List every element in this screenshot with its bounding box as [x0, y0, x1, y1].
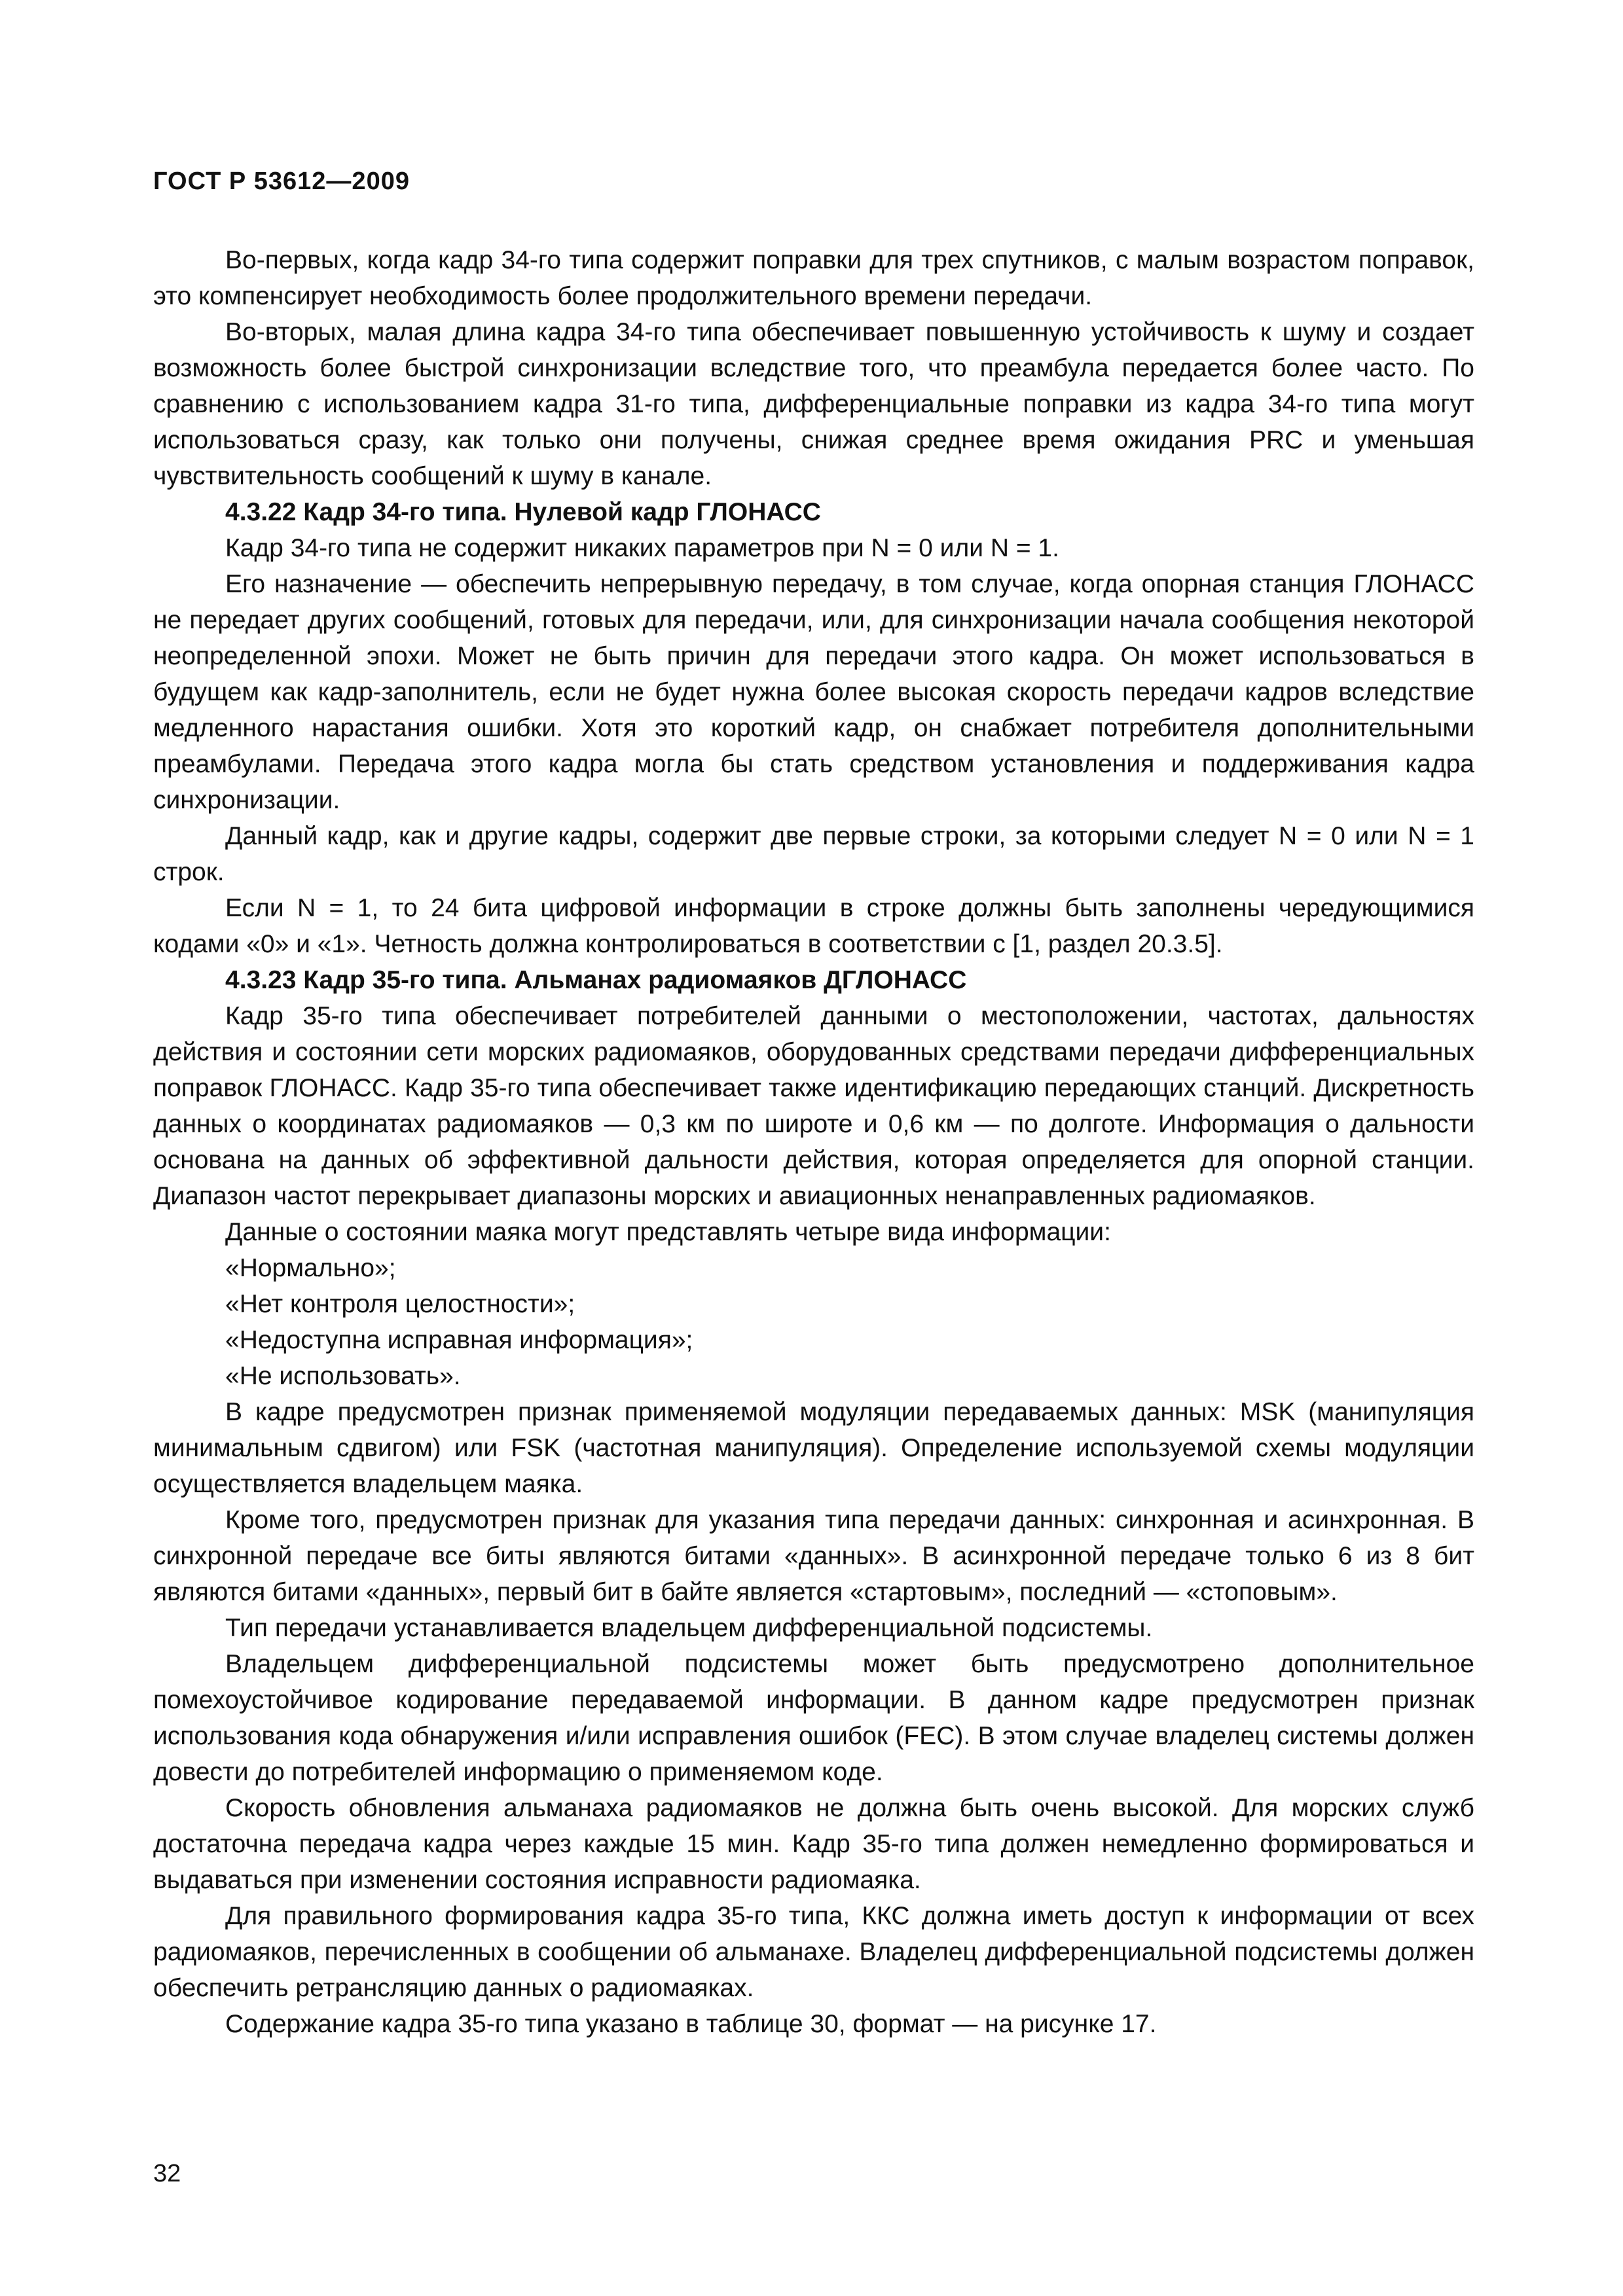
paragraph: Во-первых, когда кадр 34-го типа содержит поправки для трех спутников, с малым возрастом поправок, это компенсирует необходимость более продолжительного времени передачи. — [153, 246, 1474, 310]
paragraph: Владельцем дифференциальной подсистемы может быть предусмотрено дополнительное помехоустойчивое кодирование передаваемой информации. В данном кадре предусмотрен признак использования кода обнаружения и/или исправления ошибок (FEC). В этом случае владелец системы должен довести до потребителей информацию о применяемом коде. — [153, 1650, 1474, 1786]
list-item: «Недоступна исправная информация»; — [225, 1326, 693, 1354]
paragraph: Кроме того, предусмотрен признак для указания типа передачи данных: синхронная и асинхронная. В синхронной передаче все биты являются битами «данных». В асинхронной передаче только 6 из 8 бит являются битами «данных», первый бит в байте является «стартовым», последний — «стоповым». — [153, 1506, 1474, 1606]
list-item: «Не использовать». — [225, 1362, 461, 1390]
paragraph: Данный кадр, как и другие кадры, содержит две первые строки, за которыми следует N = 0 или N = 1 строк. — [153, 822, 1474, 886]
paragraph: Содержание кадра 35-го типа указано в таблице 30, формат — на рисунке 17. — [225, 2010, 1157, 2038]
paragraph: Данные о состоянии маяка могут представлять четыре вида информации: — [225, 1218, 1111, 1246]
paragraph: Для правильного формирования кадра 35-го типа, ККС должна иметь доступ к информации от всех радиомаяков, перечисленных в сообщении об альманахе. Владелец дифференциальной подсистемы должен обеспечить ретрансляцию данных о радиомаяках. — [153, 1902, 1474, 2002]
paragraph: Во-вторых, малая длина кадра 34-го типа обеспечивает повышенную устойчивость к шуму и создает возможность более быстрой синхронизации вследствие того, что преамбула передается более часто. По сравнению с использованием кадра 31-го типа, дифференциальные поправки из кадра 34-го типа могут использоваться сразу, как только они получены, снижая среднее время ожидания PRC и уменьшая чувствительность сообщений к шуму в канале. — [153, 318, 1474, 490]
paragraph: Кадр 35-го типа обеспечивает потребителей данными о местоположении, частотах, дальностях действия и состоянии сети морских радиомаяков, оборудованных средствами передачи дифференциальных поправок ГЛОНАСС. Кадр 35-го типа обеспечивает также идентификацию передающих станций. Дискретность данных о координатах радиомаяков — 0,3 км по широте и 0,6 км — по долготе. Информация о дальности основана на данных об эффективной дальности действия, которая определяется для опорной станции. Диапазон частот перекрывает диапазоны морских и авиационных ненаправленных радиомаяков. — [153, 1002, 1474, 1210]
document-header: ГОСТ Р 53612—2009 — [153, 168, 410, 195]
section-heading: 4.3.22 Кадр 34-го типа. Нулевой кадр ГЛОНАСС — [225, 498, 821, 526]
paragraph: Если N = 1, то 24 бита цифровой информации в строке должны быть заполнены чередующимися кодами «0» и «1». Четность должна контролироваться в соответствии с [1, раздел 20.3.5]. — [153, 894, 1474, 958]
paragraph: Скорость обновления альманаха радиомаяков не должна быть очень высокой. Для морских служб достаточна передача кадра через каждые 15 мин. Кадр 35-го типа должен немедленно формироваться и выдаваться при изменении состояния исправности радиомаяка. — [153, 1794, 1474, 1894]
paragraph: Тип передачи устанавливается владельцем дифференциальной подсистемы. — [225, 1614, 1153, 1642]
page-number: 32 — [153, 2160, 181, 2187]
paragraph: Его назначение — обеспечить непрерывную передачу, в том случае, когда опорная станция ГЛОНАСС не передает других сообщений, готовых для передачи, или, для синхронизации начала сообщения некоторой неопределенной эпохи. Может не быть причин для передачи этого кадра. Он может использоваться в будущем как кадр-заполнитель, если не будет нужна более высокая скорость передачи кадров вследствие медленного нарастания ошибки. Хотя это короткий кадр, он снабжает потребителя дополнительными преамбулами. Передача этого кадра могла бы стать средством установления и поддерживания кадра синхронизации. — [153, 570, 1474, 814]
paragraph: Кадр 34-го типа не содержит никаких параметров при N = 0 или N = 1. — [225, 534, 1059, 562]
list-item: «Нет контроля целостности»; — [225, 1290, 575, 1318]
list-item: «Нормально»; — [225, 1254, 396, 1282]
document-body — [153, 242, 1474, 2042]
section-heading: 4.3.23 Кадр 35-го типа. Альманах радиомаяков ДГЛОНАСС — [225, 966, 967, 994]
paragraph: В кадре предусмотрен признак применяемой модуляции передаваемых данных: MSK (манипуляция минимальным сдвигом) или FSK (частотная манипуляция). Определение используемой схемы модуляции осуществляется владельцем маяка. — [153, 1398, 1474, 1498]
